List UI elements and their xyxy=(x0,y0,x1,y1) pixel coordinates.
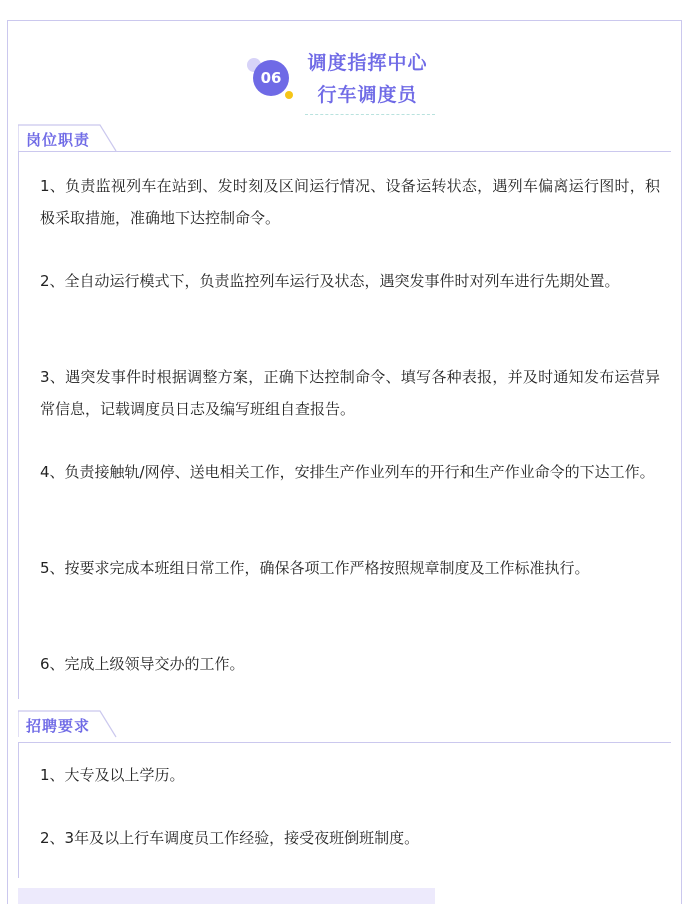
section-label-duties: 岗位职责 xyxy=(26,131,91,149)
section-label-requirements: 招聘要求 xyxy=(26,717,91,735)
section-divider xyxy=(18,742,671,743)
section-number-badge: 06 xyxy=(253,60,289,96)
section-tab-duties xyxy=(18,123,118,153)
duty-item: 1、负责监视列车在站到、发时刻及区间运行情况、设备运转状态，遇列车偏离运行图时，积极采取措施，准确地下达控制命令。 xyxy=(40,177,660,227)
duty-item: 5、按要求完成本班组日常工作，确保各项工作严格按照规章制度及工作标准执行。 xyxy=(40,559,590,577)
requirement-item: 1、大专及以上学历。 xyxy=(40,766,185,784)
position-title: 行车调度员 xyxy=(317,84,418,106)
title-underline xyxy=(305,114,435,115)
duty-item: 3、遇突发事件时根据调整方案，正确下达控制命令、填写各种表报，并及时通知发布运营异常信息，记载调度员日志及编写班组自查报告。 xyxy=(40,368,660,418)
section-tab-requirements xyxy=(18,709,118,739)
bottom-decor-bar xyxy=(18,888,435,904)
duty-item: 2、全自动运行模式下，负责监控列车运行及状态，遇突发事件时对列车进行先期处置。 xyxy=(40,272,620,290)
duty-item: 4、负责接触轨/网停、送电相关工作，安排生产作业列车的开行和生产作业命令的下达工作。 xyxy=(40,463,655,481)
section-side-line xyxy=(18,151,19,699)
decorative-dot xyxy=(285,91,293,99)
section-divider xyxy=(18,151,671,152)
duty-item: 6、完成上级领导交办的工作。 xyxy=(40,655,245,673)
section-side-line xyxy=(18,742,19,878)
department-title: 调度指挥中心 xyxy=(307,52,428,74)
requirement-item: 2、3年及以上行车调度员工作经验，接受夜班倒班制度。 xyxy=(40,829,420,847)
